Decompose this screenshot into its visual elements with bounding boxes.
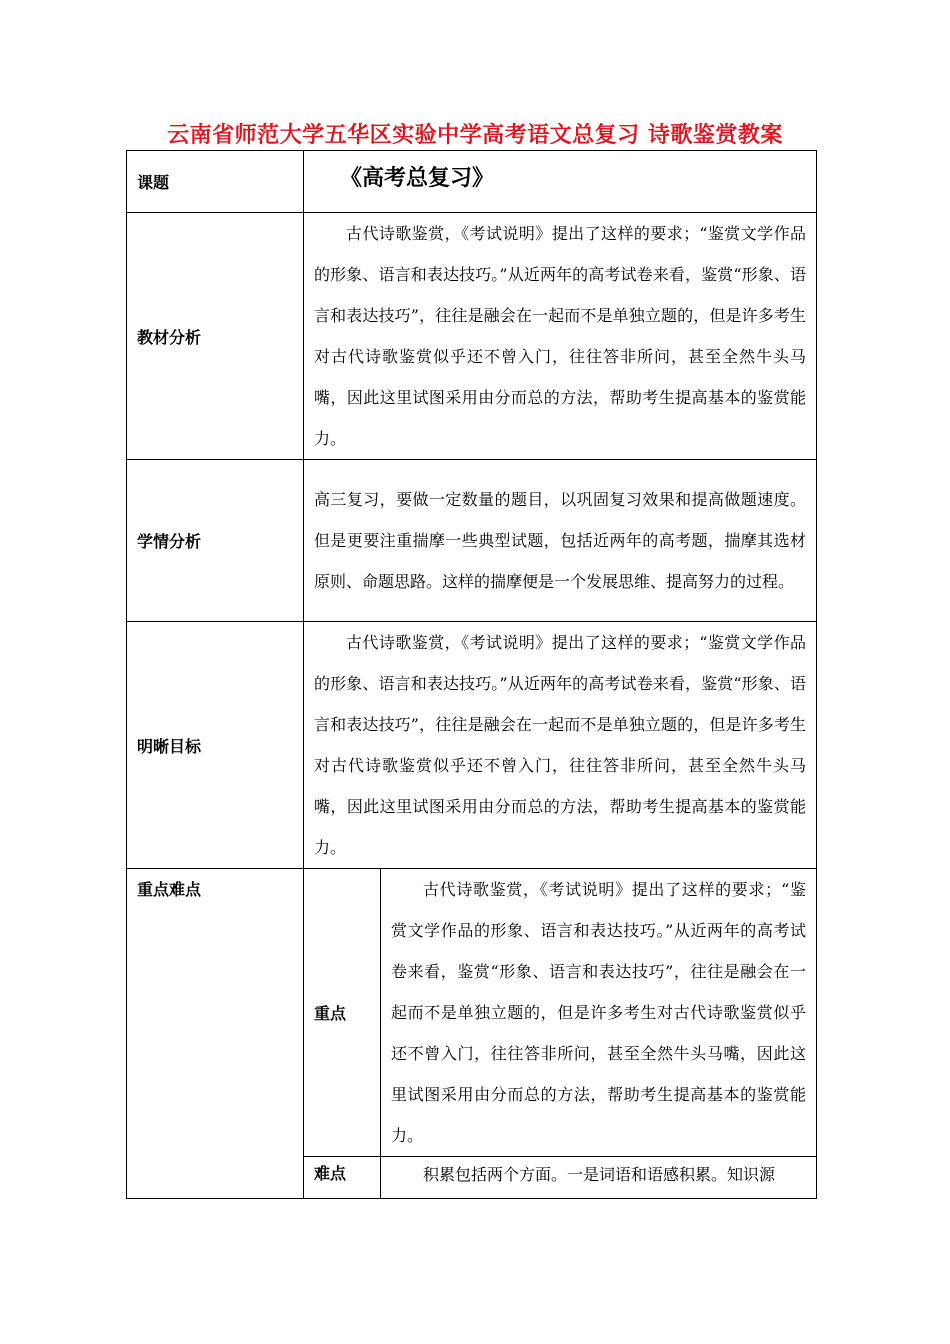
lesson-plan-table	[126, 150, 817, 1199]
document-title: 云南省师范大学五华区实验中学高考语文总复习 诗歌鉴赏教案	[167, 123, 783, 148]
label-material: 教材分析	[127, 213, 304, 460]
difficulty-text: 积累包括两个方面。一是词语和语感积累。知识源	[381, 1157, 817, 1199]
row-focus	[127, 869, 817, 1157]
row-students	[127, 460, 817, 622]
label-difficulty: 难点	[304, 1157, 381, 1199]
row-material	[127, 213, 817, 460]
label-goals: 明晰目标	[127, 622, 304, 869]
label-students: 学情分析	[127, 460, 304, 622]
row-subject	[127, 151, 817, 213]
label-focus: 重点	[304, 869, 381, 1157]
material-text: 古代诗歌鉴赏，《考试说明》提出了这样的要求；“鉴赏文学作品的形象、语言和表达技巧。”从近两年的高考试卷来看，鉴赏“形象、语言和表达技巧”，往往是融会在一起而不是单独立题的，但是许多考生对古代诗歌鉴赏似乎还不曾入门，往往答非所问，甚至全然牛头马嘴，因此这里试图采用由分而总的方法，帮助考生提高基本的鉴赏能力。	[304, 213, 817, 460]
label-keypoints: 重点难点	[127, 869, 304, 1199]
label-subject: 课题	[127, 151, 304, 213]
row-goals	[127, 622, 817, 869]
students-text: 高三复习，要做一定数量的题目，以巩固复习效果和提高做题速度。但是更要注重揣摩一些典型试题，包括近两年的高考题，揣摩其选材原则、命题思路。这样的揣摩便是一个发展思维、提高努力的过程。	[304, 460, 817, 622]
goals-text: 古代诗歌鉴赏，《考试说明》提出了这样的要求；“鉴赏文学作品的形象、语言和表达技巧。”从近两年的高考试卷来看，鉴赏“形象、语言和表达技巧”，往往是融会在一起而不是单独立题的，但是许多考生对古代诗歌鉴赏似乎还不曾入门，往往答非所问，甚至全然牛头马嘴，因此这里试图采用由分而总的方法，帮助考生提高基本的鉴赏能力。	[304, 622, 817, 869]
focus-text: 古代诗歌鉴赏，《考试说明》提出了这样的要求；“鉴赏文学作品的形象、语言和表达技巧。”从近两年的高考试卷来看，鉴赏“形象、语言和表达技巧”，往往是融会在一起而不是单独立题的，但是许多考生对古代诗歌鉴赏似乎还不曾入门，往往答非所问，甚至全然牛头马嘴，因此这里试图采用由分而总的方法，帮助考生提高基本的鉴赏能力。	[381, 869, 817, 1157]
subject-value: 《高考总复习》	[304, 151, 817, 213]
